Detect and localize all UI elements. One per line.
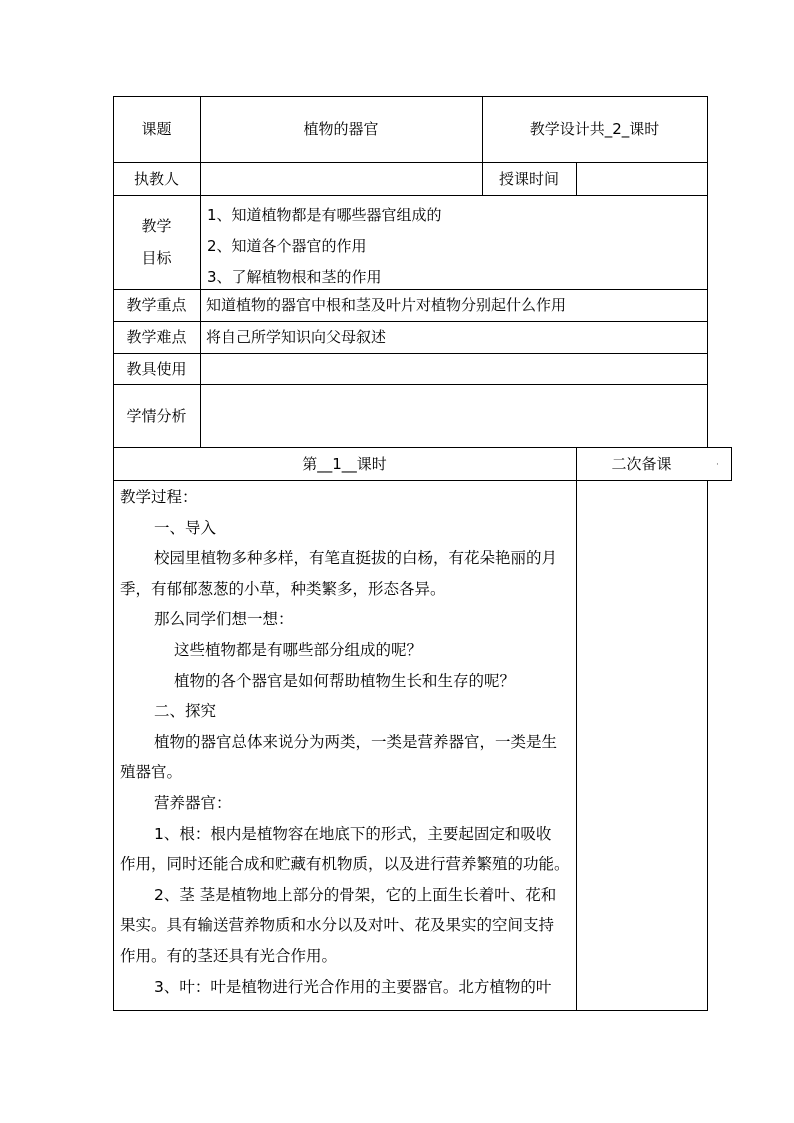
lesson-number: 第__1__课时 [302,454,387,473]
difficulties-value: 将自己所学知识向父母叙述 [206,328,387,346]
process-line: 作用。有的茎还具有光合作用。 [120,946,338,965]
objective-item: 3、了解植物根和茎的作用 [207,268,382,286]
objectives-label [113,195,200,289]
process-line: 果实。具有输送营养物质和水分以及对叶、花及果实的空间支持 [120,916,555,935]
tools-label: 教具使用 [126,359,187,378]
objectives-label-line1: 教学 [141,217,172,235]
table-border [113,1010,708,1011]
key-points-label: 教学重点 [126,296,187,314]
table-border [113,195,708,196]
design-info: 教学设计共_2_课时 [529,120,660,138]
process-line: 植物的器官总体来说分为两类，一类是营养器官，一类是生 [154,732,558,751]
key-points-value: 知道植物的器官中根和茎及叶片对植物分别起什么作用 [206,296,567,314]
process-line: 3、叶：叶是植物进行光合作用的主要器官。北方植物的叶 [154,977,552,996]
topic-label: 课题 [141,120,172,138]
objective-item: 1、知道植物都是有哪些器官组成的 [207,206,442,224]
table-border [707,480,708,1011]
time-value [576,162,707,195]
process-line: 那么同学们想一想： [154,610,294,629]
table-border [707,96,708,447]
process-line: 1、根：根内是植物容在地底下的形式，主要起固定和吸收 [154,824,552,843]
objective-item: 2、知道各个器官的作用 [207,237,367,255]
process-line: 校园里植物多种多样，有笔直挺拔的白杨，有花朵艳丽的月 [154,549,558,568]
tools-value [200,353,707,384]
analysis-value [200,384,707,447]
process-line: 营养器官： [154,793,232,812]
process-line: 殖器官。 [120,763,183,782]
process-line: 这些植物都是有哪些部分组成的呢？ [174,640,423,659]
process-line: 植物的各个器官是如何帮助植物生长和生存的呢？ [174,671,516,690]
teacher-value [200,162,482,195]
process-line: 作用，同时还能合成和贮藏有机物质，以及进行营养繁殖的功能。 [120,855,570,874]
table-border [113,480,732,481]
objectives-label-line2: 目标 [141,249,172,267]
topic-value: 植物的器官 [303,120,379,138]
process-line: 季，有郁郁葱葱的小草，种类繁多，形态各异。 [120,579,446,598]
teacher-label: 执教人 [133,169,179,188]
margin-mark: · [716,460,719,470]
objectives-list [207,200,702,286]
analysis-label: 学情分析 [126,406,187,425]
time-label: 授课时间 [498,169,559,188]
second-prep-label: 二次备课 [611,454,672,473]
process-line: 一、导入 [154,518,217,537]
difficulties-label: 教学难点 [126,328,187,346]
process-line: 二、探究 [154,702,217,721]
process-line: 教学过程： [120,488,198,506]
teaching-process [120,482,572,1002]
process-line: 2、茎 茎是植物地上部分的骨架，它的上面生长着叶、花和 [154,885,557,904]
table-border [576,447,577,1011]
table-border [731,447,732,481]
